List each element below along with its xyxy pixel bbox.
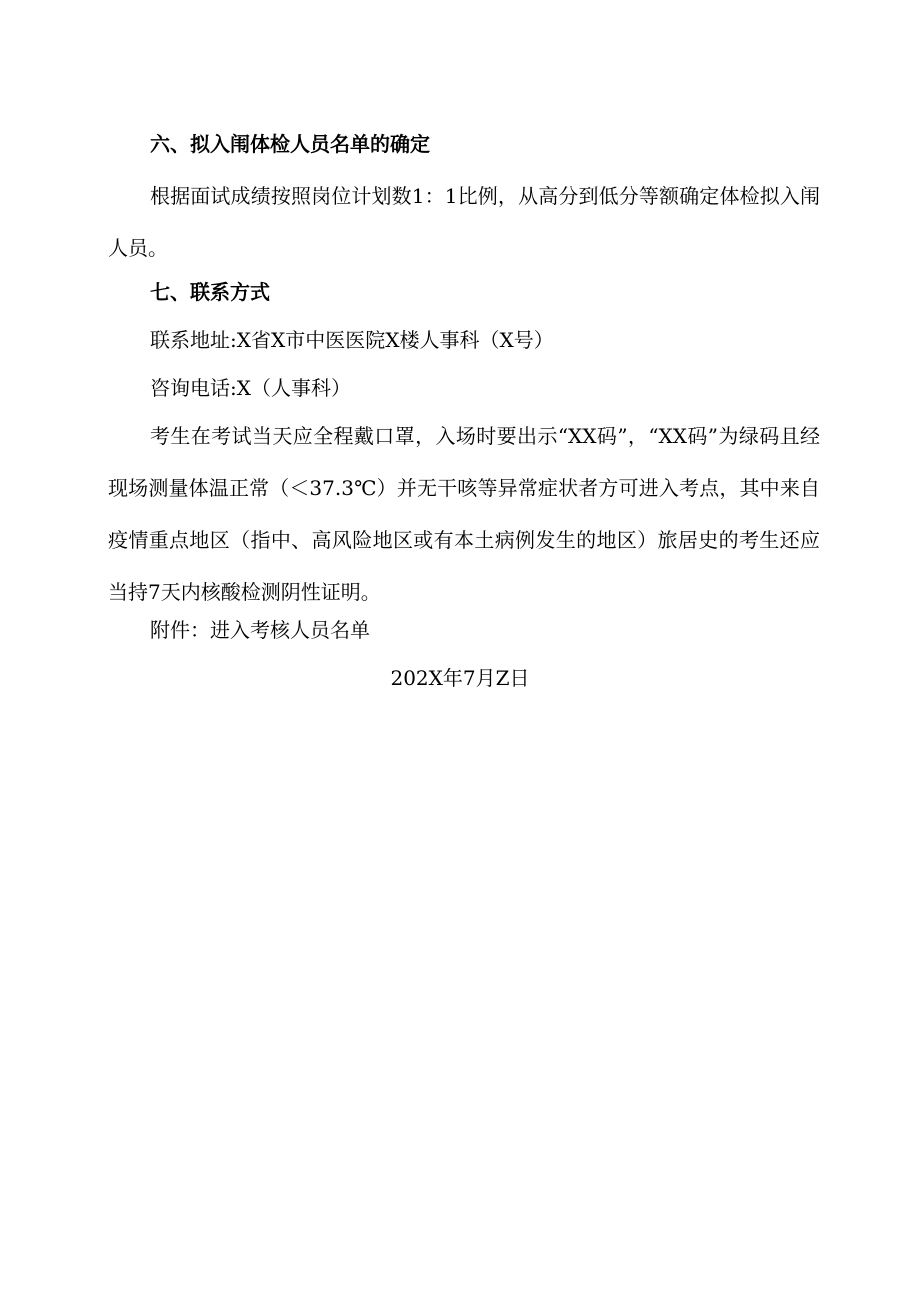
section-6-heading: 六、拟入闱体检人员名单的确定: [150, 132, 430, 156]
contact-phone: 咨询电话:X（人事科）: [150, 376, 351, 400]
document-date: 202X年7月Z日: [390, 666, 530, 690]
section-7-heading: 七、联系方式: [150, 280, 270, 304]
exam-notice: 考生在考试当天应全程戴口罩，入场时要出示“XX码”，“XX码”为绿码且经现场测量体温正常（＜37.3℃）并无干咳等异常症状者方可进入考点，其中来自疫情重点地区（指中、高风险地区或有本土病例发生的地区）旅居史的考生还应当持7天内核酸检测阴性证明。: [108, 424, 820, 604]
section-6-body: 根据面试成绩按照岗位计划数1：1比例，从高分到低分等额确定体检拟入闱人员。: [108, 184, 820, 260]
attachment-line: 附件：进入考核人员名单: [150, 618, 370, 642]
contact-address: 联系地址:X省X市中医医院X楼人事科（X号）: [150, 328, 554, 352]
